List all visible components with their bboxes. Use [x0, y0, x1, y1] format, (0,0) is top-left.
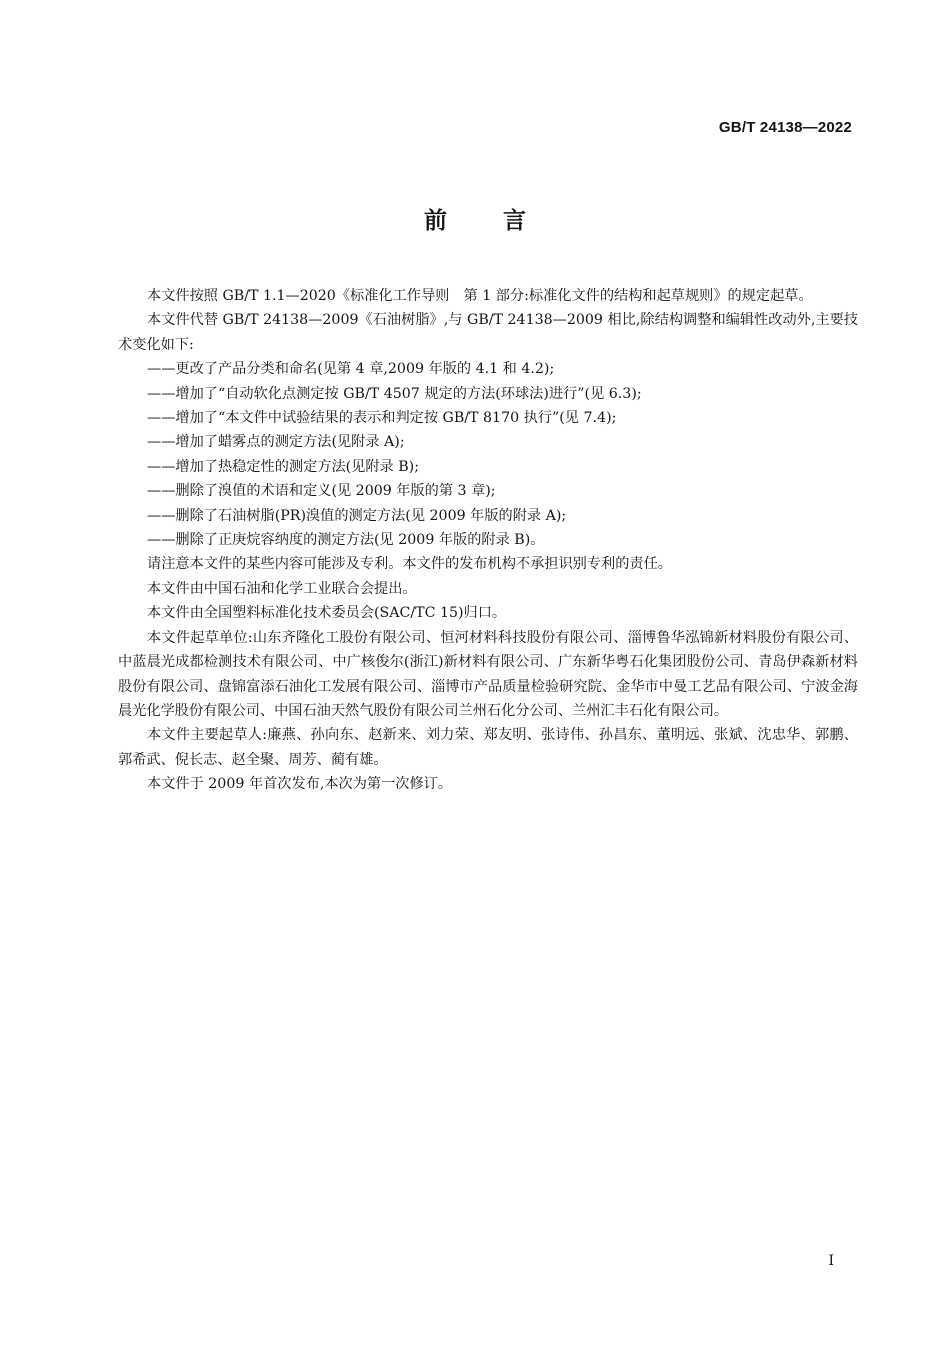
change-item: ——增加了“本文件中试验结果的表示和判定按 GB/T 8170 执行”(见 7.4); [147, 410, 617, 427]
paragraph-replacement: 本文件代替 GB/T 24138—2009《石油树脂》,与 GB/T 24138—2009 相比,除结构调整和编辑性改动外,主要技术变化如下: [118, 312, 858, 353]
paragraph-drafting-units: 本文件起草单位:山东齐隆化工股份有限公司、恒河材料科技股份有限公司、淄博鲁华泓锦新材料股份有限公司、中蓝晨光成都检测技术有限公司、中广核俊尔(浙江)新材料有限公司、广东新华粤石化集团股份公司、青岛伊森新材料股份有限公司、盘锦富添石油化工发展有限公司、淄博市产品质量检验研究院、金华市中曼工艺品有限公司、宁波金海晨光化学股份有限公司、中国石油天然气股份有限公司兰州石化分公司、兰州汇丰石化有限公司。 [118, 629, 858, 719]
change-item: ——增加了“自动软化点测定按 GB/T 4507 规定的方法(环球法)进行”(见 6.3); [147, 385, 642, 402]
change-item: ——增加了热稳定性的测定方法(见附录 B); [147, 458, 419, 475]
change-item: ——删除了溴值的术语和定义(见 2009 年版的第 3 章); [147, 483, 496, 500]
foreword-body [118, 284, 858, 797]
page-number: I [828, 1253, 834, 1269]
paragraph-proposer: 本文件由中国石油和化学工业联合会提出。 [147, 580, 417, 597]
paragraph-drafters: 本文件主要起草人:廉燕、孙向东、赵新来、刘力荣、郑友明、张诗伟、孙昌东、董明远、张斌、沈忠华、郭鹏、郭希武、倪长志、赵全聚、周芳、蔺有雄。 [118, 727, 858, 768]
paragraph-committee: 本文件由全国塑料标准化技术委员会(SAC/TC 15)归口。 [147, 605, 507, 622]
change-item: ——删除了正庚烷容纳度的测定方法(见 2009 年版的附录 B)。 [147, 532, 545, 549]
standard-code: GB/T 24138—2022 [718, 119, 852, 136]
paragraph-patent-notice: 请注意本文件的某些内容可能涉及专利。本文件的发布机构不承担识别专利的责任。 [147, 556, 672, 573]
page-title: 前言 [424, 208, 582, 234]
paragraph-drafting-rules: 本文件按照 GB/T 1.1—2020《标准化工作导则 第 1 部分:标准化文件的结构和起草规则》的规定起草。 [147, 288, 813, 304]
change-item: ——增加了蜡雾点的测定方法(见附录 A); [147, 434, 405, 451]
change-item: ——更改了产品分类和命名(见第 4 章,2009 年版的 4.1 和 4.2); [147, 361, 555, 378]
paragraph-history: 本文件于 2009 年首次发布,本次为第一次修订。 [147, 776, 453, 793]
change-item: ——删除了石油树脂(PR)溴值的测定方法(见 2009 年版的附录 A); [147, 507, 567, 524]
